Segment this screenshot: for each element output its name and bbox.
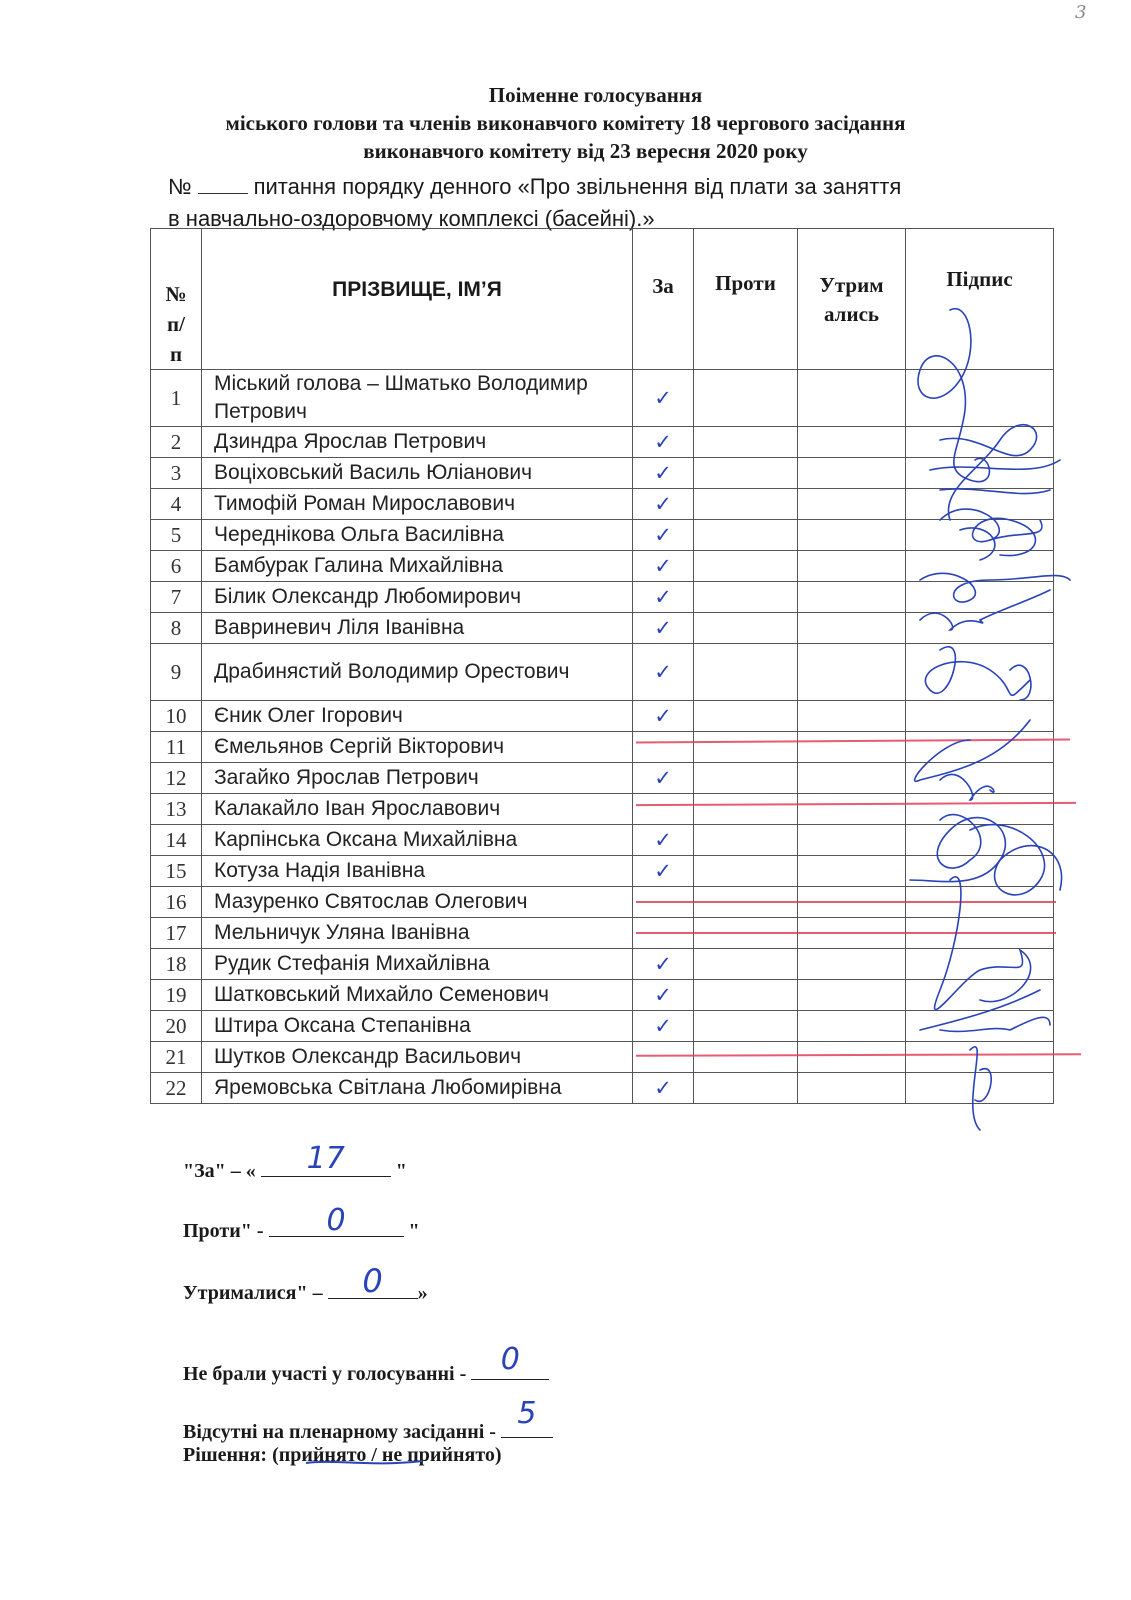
member-name: Дзиндра Ярослав Петрович (202, 427, 633, 458)
vote-against-cell (694, 582, 798, 613)
row-number: 16 (151, 887, 202, 918)
member-name: Ємельянов Сергій Вікторович (202, 732, 633, 763)
header-signature: Підпис (906, 229, 1054, 370)
absent-label: Відсутні на пленарному засіданні - (183, 1421, 496, 1443)
vote-against-cell (694, 489, 798, 520)
row-number: 6 (151, 551, 202, 582)
abstained-close: » (417, 1282, 428, 1304)
row-number: 15 (151, 856, 202, 887)
not-voted-value-field (471, 1342, 549, 1380)
member-name: Вавриневич Ліля Іванівна (202, 613, 633, 644)
member-name: Драбинястий Володимир Орестович (202, 644, 633, 701)
member-name: Тимофій Роман Мирославович (202, 489, 633, 520)
abstained-value: 0 (362, 1262, 383, 1300)
vote-for-cell: ✓ (633, 856, 694, 887)
absent-value-field (501, 1396, 553, 1438)
summary-not-voted (183, 1342, 549, 1386)
vote-for-cell: ✓ (633, 551, 694, 582)
row-number: 2 (151, 427, 202, 458)
row-number: 9 (151, 644, 202, 701)
vote-against-cell (694, 427, 798, 458)
summary-abstained (183, 1262, 428, 1305)
vote-against-cell (694, 370, 798, 427)
header-abstained: Утрим ались (798, 229, 906, 370)
member-name: Мельничук Уляна Іванівна (202, 918, 633, 949)
against-close: " (408, 1220, 420, 1242)
document-title (0, 81, 1131, 165)
vote-against-cell (694, 551, 798, 582)
member-name: Міський голова – Шматько Володимир Петрович (202, 370, 633, 427)
member-name: Котуза Надія Іванівна (202, 856, 633, 887)
member-name: Воціховський Василь Юліанович (202, 458, 633, 489)
row-number: 5 (151, 520, 202, 551)
row-number: 17 (151, 918, 202, 949)
vote-for-cell: ✓ (633, 458, 694, 489)
vote-against-cell (694, 458, 798, 489)
vote-against-cell (694, 701, 798, 732)
vote-for-cell: ✓ (633, 370, 694, 427)
summary-absent (183, 1396, 553, 1444)
vote-for-cell: ✓ (633, 582, 694, 613)
absent-value: 5 (517, 1396, 537, 1431)
abstained-value-field (328, 1262, 418, 1300)
vote-for-cell: ✓ (633, 763, 694, 794)
abstained-label: Утрималися" – (183, 1282, 323, 1304)
row-number: 1 (151, 370, 202, 427)
row-number: 3 (151, 458, 202, 489)
member-name: Бамбурак Галина Михайлівна (202, 551, 633, 582)
member-name: Череднікова Ольга Василівна (202, 520, 633, 551)
number-blank (198, 175, 248, 194)
title-line-1: Поіменне голосування (488, 83, 703, 107)
vote-against-cell (694, 1073, 798, 1104)
row-number: 8 (151, 613, 202, 644)
for-value-field (261, 1141, 391, 1177)
row-number: 11 (151, 732, 202, 763)
vote-for-cell: ✓ (633, 613, 694, 644)
not-voted-label: Не брали участі у голосуванні - (183, 1363, 467, 1385)
header-against: Проти (694, 229, 798, 370)
row-number: 18 (151, 949, 202, 980)
summary-against (183, 1203, 420, 1243)
header-number: № п/ п (151, 229, 202, 370)
member-name: Шатковський Михайло Семенович (202, 980, 633, 1011)
member-name: Білик Олександр Любомирович (202, 582, 633, 613)
vote-for-cell: ✓ (633, 489, 694, 520)
row-number: 20 (151, 1011, 202, 1042)
subject-line-1: питання порядку денного «Про звільнення від плати за заняття (253, 174, 902, 199)
title-line-2: міського голови та членів виконавчого комітету 18 чергового засідання (225, 111, 906, 135)
header-name: ПРІЗВИЩЕ, ІМ’Я (202, 229, 633, 370)
title-line-3: виконавчого комітету від 23 вересня 2020 року (363, 139, 808, 163)
member-name: Рудик Стефанія Михайлівна (202, 949, 633, 980)
against-label: Проти" - (183, 1220, 264, 1242)
row-number: 12 (151, 763, 202, 794)
row-number: 7 (151, 582, 202, 613)
agenda-subject (168, 171, 1068, 235)
vote-for-cell (633, 732, 694, 763)
for-close: " (395, 1160, 407, 1182)
decision-underline (304, 1457, 424, 1469)
vote-against-cell (694, 732, 798, 763)
for-label: "За" – « (183, 1160, 256, 1182)
member-name: Калакайло Іван Ярославович (202, 794, 633, 825)
vote-against-cell (694, 794, 798, 825)
against-value-field (269, 1203, 404, 1238)
against-value: 0 (326, 1203, 346, 1238)
subject-line-2: в навчально-оздоровчому комплексі (басейні).» (168, 206, 655, 231)
header-for: За (633, 229, 694, 370)
not-voted-value: 0 (500, 1342, 520, 1377)
vote-for-cell: ✓ (633, 701, 694, 732)
vote-for-cell (633, 794, 694, 825)
vote-against-cell (694, 856, 798, 887)
subject-prefix: № (168, 174, 192, 199)
member-name: Шутков Олександр Васильович (202, 1042, 633, 1073)
vote-against-cell (694, 825, 798, 856)
vote-against-cell (694, 644, 798, 701)
vote-against-cell (694, 980, 798, 1011)
vote-against-cell (694, 1011, 798, 1042)
vote-for-cell: ✓ (633, 427, 694, 458)
vote-against-cell (694, 520, 798, 551)
vote-for-cell: ✓ (633, 949, 694, 980)
row-number: 13 (151, 794, 202, 825)
member-name: Штира Оксана Степанівна (202, 1011, 633, 1042)
vote-for-cell: ✓ (633, 644, 694, 701)
vote-for-cell (633, 1042, 694, 1073)
for-value: 17 (306, 1141, 345, 1176)
row-number: 22 (151, 1073, 202, 1104)
row-number: 19 (151, 980, 202, 1011)
row-number: 14 (151, 825, 202, 856)
member-name: Яремовська Світлана Любомирівна (202, 1073, 633, 1104)
vote-for-cell: ✓ (633, 520, 694, 551)
vote-against-cell (694, 763, 798, 794)
decision-line: Рішення: (прийнято / не прийнято) (183, 1444, 502, 1466)
vote-for-cell: ✓ (633, 1073, 694, 1104)
vote-for-cell: ✓ (633, 980, 694, 1011)
vote-against-cell (694, 613, 798, 644)
member-name: Карпінська Оксана Михайлівна (202, 825, 633, 856)
summary-for (183, 1141, 407, 1183)
vote-against-cell (694, 1042, 798, 1073)
row-number: 4 (151, 489, 202, 520)
member-name: Мазуренко Святослав Олегович (202, 887, 633, 918)
vote-for-cell: ✓ (633, 825, 694, 856)
member-name: Загайко Ярослав Петрович (202, 763, 633, 794)
vote-for-cell: ✓ (633, 1011, 694, 1042)
page-number: 3 (1075, 2, 1087, 23)
row-number: 21 (151, 1042, 202, 1073)
signatures-scribble (880, 290, 1100, 1140)
row-number: 10 (151, 701, 202, 732)
vote-against-cell (694, 949, 798, 980)
member-name: Єник Олег Ігорович (202, 701, 633, 732)
